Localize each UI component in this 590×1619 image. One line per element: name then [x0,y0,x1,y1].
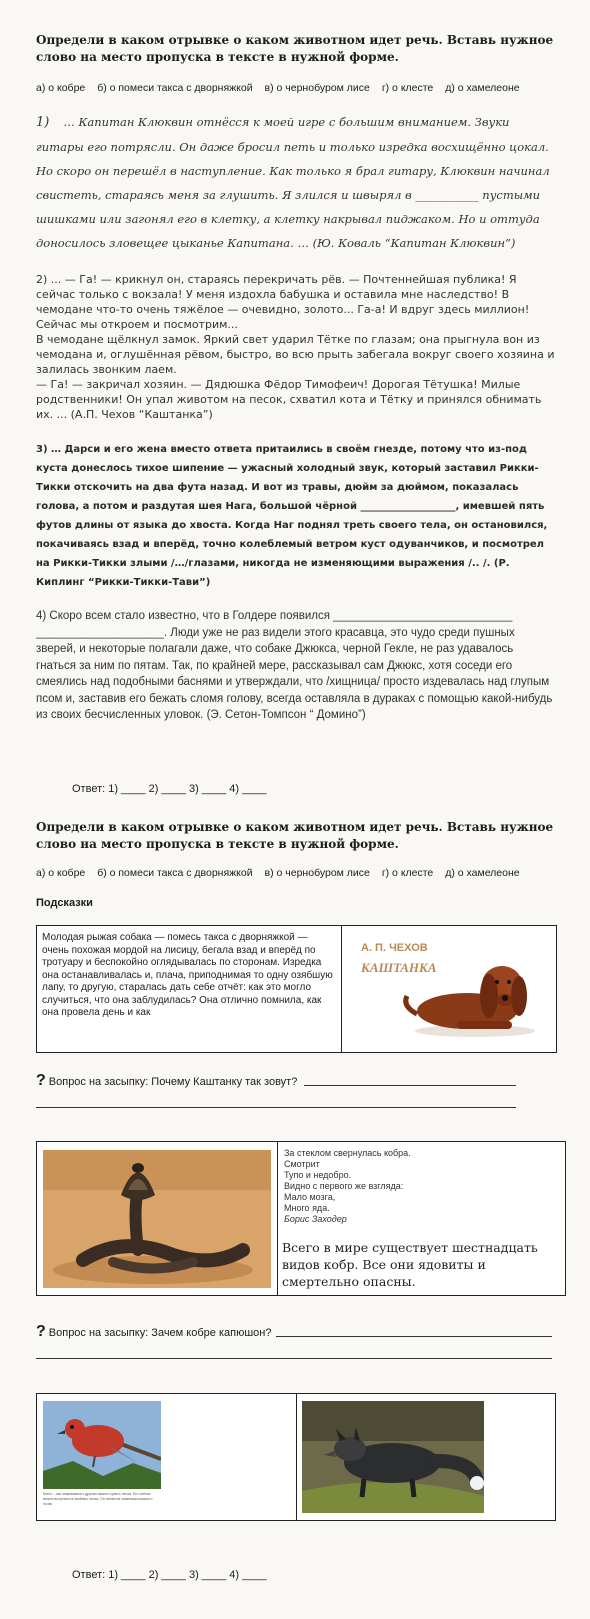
answer-line-repeat: Ответ: 1) ____ 2) ____ 3) ____ 4) ____ [72,1569,267,1581]
option-a: а) о кобре [36,867,86,879]
poem-line: Много яда. [284,1203,330,1213]
passage-1-text: … Капитан Клюквин отнёсся к моей игре с большим вниманием. Звуки гитары его потрясли. Он даже бросил петь и только изредка восхищённо цокал. Но скоро он перешёл в наступление. Как только я брал гитару, Клюквин начинал свистеть, стараясь меня за глушить. Я злился и швырял в ___________ пустыми шишками или загонял его в клетку, а клетку накрывал пиджаком. Но и оттуда доносилось зловещее цыканье Капитана. … (Ю. Коваль “Капитан Клюквин”) [36,115,550,250]
answer-line: Ответ: 1) ____ 2) ____ 3) ____ 4) ____ [72,783,267,795]
task-title-repeat: Определи в каком отрывке о каком животном идет речь. Вставь нужное слово на место пропуска в тексте в нужной форме. [36,820,554,851]
passage-2 [36,272,556,422]
poem-line: Смотрит [284,1159,320,1169]
poem-line: Мало мозга, [284,1192,336,1202]
crossbill-image [43,1401,161,1489]
poem-line: За стеклом свернулась кобра. [284,1148,411,1158]
hints-heading: Подсказки [36,897,93,909]
poem-line: Тупо и недобро. [284,1170,352,1180]
option-d: г) о клесте [381,867,434,879]
answer-blank [36,1358,552,1359]
option-b: б) о помеси такса с дворняжкой [97,867,253,879]
question-mark-icon: ? [36,1072,46,1089]
task-title: Определи в каком отрывке о каком животном идет речь. Вставь нужное слово на место пропуска в тексте в нужной форме. [36,33,554,64]
cobra-fact: Всего в мире существует шестнадцать видов кобр. Все они ядовиты и смертельно опасны. [282,1240,538,1289]
passage-4: 4) Скоро всем стало известно, что в Голдере появился ____________________________ ____________________. Люди уже не раз видели этого красавца, это чудо среди пушных зверей, и некоторые полагали даже, что собаке Джюкса, черной Гекле, не раз удавалось гнаться за ним по пятам. Так, по крайней мере, рассказывал сам Джюкс, хотя соседи его смеялись над подобными баснями и утверждали, что /хищница/ просто издевалась над глупым псом и, заставив его бежать сломя голову, всегда оставляла в дураках с помощью какой-нибудь из своих бесчисленных уловок. (Э. Сетон-Томпсон “ Домино”) [36,610,553,721]
passage-1 [36,110,556,255]
answer-blank [36,1107,516,1108]
question-2-text: Вопрос на засыпку: Зачем кобре капюшон? [48,1327,272,1339]
passage-3: 3) … Дарси и его жена вместо ответа притаились в своём гнезде, потому что из-под куста донеслось тихое шипение — ужасный холодный звук, который заставил Рикки-Тикки отскочить на два фута назад. И вот из травы, дюйм за дюймом, показалась голова, а потом и раздутая шея Нага, большой чёрной ___________________, имевшей пять футов длины от языка до хвоста. Когда Наг поднял треть своего тела, он остановился, покачиваясь взад и вперёд, точно колеблемый ветром куст одуванчиков, и посмотрел на Рикки-Тикки злыми /…/глазами, никогда не изменяющими выражения /.. /. (Р. Киплинг “Рикки-Тикки-Тави”) [36,444,548,588]
option-b: б) о помеси такса с дворняжкой [97,82,253,94]
cobra-box [36,1141,566,1296]
question-mark-icon: ? [36,1323,46,1340]
crossbill-fox-box [36,1393,556,1521]
option-c: в) о чернобуром лисе [264,82,370,94]
passage-2-line: 2) ... — Га! — крикнул он, стараясь перекричать рёв. — Почтеннейшая публика! Я сейчас только с вокзала! У меня издохла бабушка и оставила мне наследство! В чемодане что-то очень тяжёлое — очевидно, золото... Га-а! И вдруг здесь миллион! Сейчас мы откроем и посмотрим... [36,273,530,331]
option-a: а) о кобре [36,82,86,94]
passage-2-line: — Га! — закричал хозяин. — Дядюшка Фёдор Тимофеич! Дорогая Тётушка! Милые родственники! Он упал животом на песок, схватил кота и Тётку и принялся обнимать их. ... (А.П. Чехов “Каштанка”) [36,378,542,421]
kashtanka-text: Молодая рыжая собака — помесь такса с дворняжкой — очень похожая мордой на лисицу, бегала взад и вперёд по тротуару и беспокойно оглядывалась по сторонам. Изредка она останавливалась и, плача, приподнимая то одну озябшую лапу, то другую, старалась дать себе отчёт: как это могло случиться, что она заблудилась? Она отлично помнила, как она провела день и как [42,932,333,1018]
passage-1-number: 1) [36,115,50,130]
crossbill-caption: Клест – мы знакомимся с другом нашего края и лесов. Его сейчас можно встретить в хвойных лесах. Он питается семенами шишек и почек. [43,1492,153,1506]
question-2 [36,1323,556,1341]
silver-fox-image [302,1401,484,1513]
cobra-poem [284,1148,556,1225]
question-1-text: Вопрос на засыпку: Почему Каштанку так зовут? [48,1076,298,1088]
option-e: д) о хамелеоне [445,867,520,879]
answer-blank [276,1336,552,1337]
option-d: г) о клесте [381,82,434,94]
cover-title: КАШТАНКА [361,960,437,975]
kashtanka-cover-image [347,930,551,1048]
poem-line: Видно с первого же взгляда: [284,1181,404,1191]
question-1 [36,1072,556,1090]
cover-author: А. П. ЧЕХОВ [361,942,428,954]
cobra-image [43,1150,271,1288]
answer-options [36,82,576,94]
answer-blank [304,1085,516,1086]
poem-author: Борис Заходер [284,1214,347,1224]
dog-illustration [397,936,547,1046]
option-c: в) о чернобуром лисе [264,867,370,879]
option-e: д) о хамелеоне [445,82,520,94]
answer-options-repeat [36,867,576,879]
passage-2-line: В чемодане щёлкнул замок. Яркий свет ударил Тётке по глазам; она прыгнула вон из чемодана и, оглушённая рёвом, быстро, во всю прыть забегала вокруг своего хозяина и залилась звонким лаем. [36,333,555,376]
kashtanka-box [36,925,557,1053]
